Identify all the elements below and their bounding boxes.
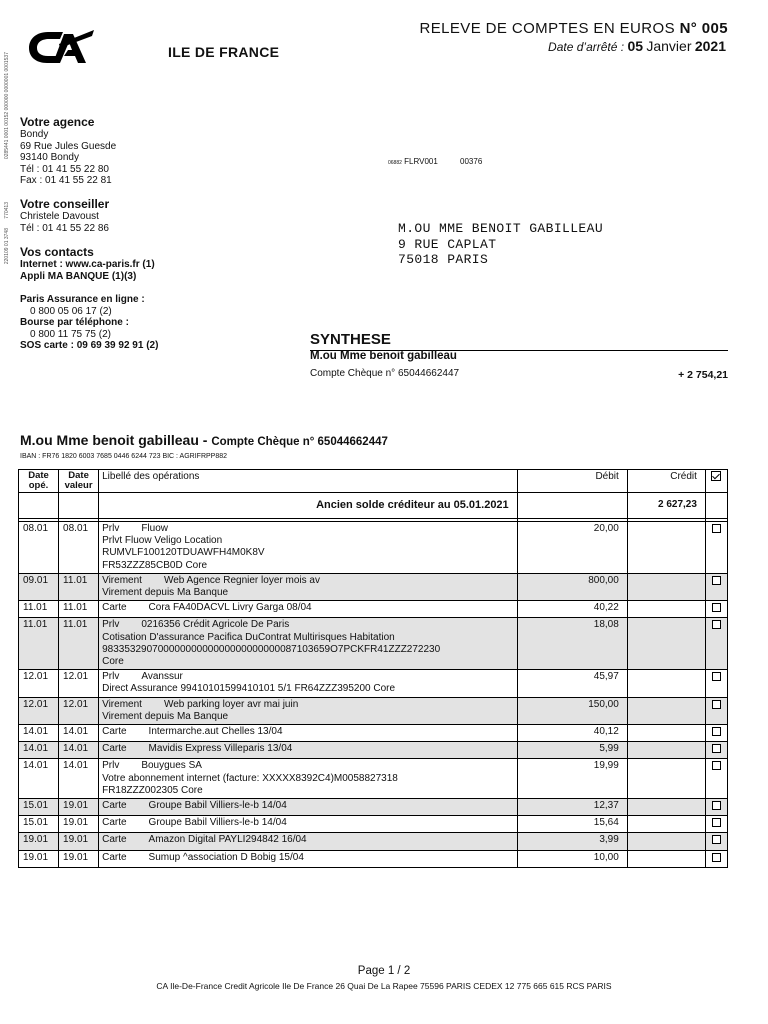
header-credit: Crédit — [627, 470, 705, 493]
operation-label — [99, 522, 518, 574]
table-row — [19, 850, 728, 867]
operation-detail: Cora FA40DACVL Livry Garga 08/04 — [148, 602, 312, 614]
check-cell — [705, 601, 727, 618]
header-check — [705, 470, 727, 493]
operation-label — [99, 601, 518, 618]
operation-label — [99, 725, 518, 742]
checkbox[interactable] — [712, 620, 721, 629]
operation-label — [99, 618, 518, 670]
debit-amount: 45,97 — [517, 670, 627, 697]
check-cell — [705, 759, 727, 799]
advisor-tel: Tél : 01 41 55 22 86 — [20, 222, 109, 234]
recipient-city: 75018 PARIS — [398, 252, 489, 267]
table-row — [19, 833, 728, 850]
check-cell — [705, 799, 727, 816]
check-cell — [705, 742, 727, 759]
credit-amount — [627, 601, 705, 618]
contacts-app: Appli MA BANQUE (1)(3) — [20, 270, 137, 282]
table-row — [19, 759, 728, 799]
check-cell — [705, 670, 727, 697]
date-operation: 14.01 — [19, 742, 59, 759]
account-heading: M.ou Mme benoit gabilleau - Compte Chèque n° 65044662447 — [20, 432, 388, 448]
margin-code: 0285441 0001 00152 000000 0000001 0001537 — [4, 52, 10, 160]
page-number: Page 1 / 2 — [357, 965, 411, 977]
operation-detail: Avanssur — [141, 671, 183, 683]
debit-amount: 800,00 — [517, 573, 627, 600]
debit-amount: 10,00 — [517, 850, 627, 867]
operation-label — [99, 850, 518, 867]
operation-detail: Votre abonnement internet (facture: XXXXX8392C4)M0058827318 — [102, 772, 398, 784]
date-valeur: 14.01 — [59, 742, 99, 759]
operation-detail: Web Agence Regnier loyer mois av — [163, 574, 320, 586]
table-row — [19, 816, 728, 833]
date-operation: 19.01 — [19, 833, 59, 850]
credit-amount — [627, 850, 705, 867]
agency-tel: Tél : 01 41 55 22 80 — [20, 163, 109, 175]
operation-type: Prlv — [102, 671, 120, 683]
header-libelle: Libellé des opérations — [99, 470, 518, 493]
operation-type: Virement — [102, 574, 142, 586]
operation-detail: Virement depuis Ma Banque — [102, 587, 229, 599]
operation-detail: Intermarche.aut Chelles 13/04 — [148, 726, 283, 738]
contacts-heading: Vos contacts — [20, 245, 94, 259]
synthese-owner: M.ou Mme benoit gabilleau — [310, 350, 457, 362]
table-row — [19, 618, 728, 670]
credit-amount — [627, 816, 705, 833]
checkbox[interactable] — [712, 603, 721, 612]
credit-amount — [627, 725, 705, 742]
operation-type: Virement — [102, 698, 142, 710]
debit-amount: 19,99 — [517, 759, 627, 799]
header-debit: Débit — [517, 470, 627, 493]
advisor-block — [20, 198, 109, 234]
credit-amount — [627, 833, 705, 850]
operation-label — [99, 697, 518, 724]
operation-detail: Cotisation D'assurance Pacifica DuContrat Multirisques Habitation — [102, 631, 395, 643]
date-operation: 09.01 — [19, 573, 59, 600]
checked-box-icon — [711, 471, 721, 481]
check-cell — [705, 697, 727, 724]
operation-detail: Amazon Digital PAYLI294842 16/04 — [148, 834, 307, 846]
operation-detail: Core — [102, 656, 124, 668]
date-valeur: 12.01 — [59, 697, 99, 724]
operation-detail: Virement depuis Ma Banque — [102, 710, 229, 722]
date-valeur: 14.01 — [59, 759, 99, 799]
debit-amount: 18,08 — [517, 618, 627, 670]
checkbox[interactable] — [712, 853, 721, 862]
operation-detail: Groupe Babil Villiers-le-b 14/04 — [148, 800, 287, 812]
date-operation: 14.01 — [19, 759, 59, 799]
agency-block — [20, 116, 116, 187]
credit-amount — [627, 697, 705, 724]
table-row — [19, 799, 728, 816]
table-row — [19, 522, 728, 574]
operation-type: Carte — [102, 800, 127, 812]
credit-amount — [627, 522, 705, 574]
contacts-bourse-label: Bourse par téléphone : — [20, 317, 129, 328]
check-cell — [705, 618, 727, 670]
table-row — [19, 742, 728, 759]
agency-street: 69 Rue Jules Guesde — [20, 140, 117, 152]
credit-amount — [627, 742, 705, 759]
check-cell — [705, 522, 727, 574]
recipient-street: 9 RUE CAPLAT — [398, 236, 497, 252]
check-cell — [705, 850, 727, 867]
operation-label — [99, 742, 518, 759]
table-row — [19, 601, 728, 618]
date-valeur: 19.01 — [59, 833, 99, 850]
margin-code: 220109 01 3748 — [4, 228, 10, 265]
operation-type: Prlv — [102, 760, 120, 772]
debit-amount: 15,64 — [517, 816, 627, 833]
opening-balance-amount: 2 627,23 — [627, 493, 705, 519]
debit-amount: 150,00 — [517, 697, 627, 724]
operation-type: Carte — [102, 602, 127, 614]
operation-type: Prlv — [102, 619, 120, 631]
operation-detail: Bouygues SA — [141, 760, 202, 772]
operation-type: Prlv — [102, 523, 120, 534]
statement-title: RELEVE DE COMPTES EN EUROS N° 005 — [419, 20, 728, 37]
checkbox[interactable] — [712, 727, 721, 736]
operation-type: Carte — [102, 834, 127, 846]
table-header — [19, 470, 728, 493]
table-row — [19, 697, 728, 724]
contacts-assurance-number: 0 800 05 06 17 (2) — [30, 305, 112, 317]
date-valeur: 08.01 — [59, 522, 99, 574]
operation-detail: Sumup ^association D Bobig 15/04 — [148, 851, 304, 863]
operation-detail: Fluow — [141, 523, 169, 534]
agency-name: Bondy — [20, 129, 49, 140]
operation-detail: 0216356 Crédit Agricole De Paris — [141, 619, 290, 631]
check-cell — [705, 833, 727, 850]
debit-amount: 12,37 — [517, 799, 627, 816]
agency-heading: Votre agence — [20, 115, 95, 129]
date-operation: 14.01 — [19, 725, 59, 742]
table-row — [19, 725, 728, 742]
operation-label — [99, 573, 518, 600]
check-cell — [705, 725, 727, 742]
operation-detail: Web parking loyer avr mai juin — [163, 698, 299, 710]
date-operation: 15.01 — [19, 816, 59, 833]
synthese-balance: + 2 754,21 — [678, 369, 728, 381]
operation-detail: Direct Assurance 99410101599410101 5/1 FR64ZZZ395200 Core — [102, 683, 396, 695]
operation-label — [99, 816, 518, 833]
date-operation: 19.01 — [19, 850, 59, 867]
operations-table — [18, 469, 728, 868]
synthese-title: SYNTHESE — [310, 331, 391, 348]
operation-detail: Mavidis Express Villeparis 13/04 — [148, 743, 293, 755]
check-cell — [705, 816, 727, 833]
date-valeur: 14.01 — [59, 725, 99, 742]
operation-type: Carte — [102, 851, 127, 863]
operation-label — [99, 759, 518, 799]
date-valeur: 19.01 — [59, 799, 99, 816]
recipient-name: M.OU MME BENOIT GABILLEAU — [398, 221, 604, 236]
operation-label — [99, 670, 518, 697]
contacts-block — [20, 246, 158, 352]
recipient-address — [398, 221, 603, 268]
credit-amount — [627, 618, 705, 670]
debit-amount: 20,00 — [517, 522, 627, 574]
opening-balance-label: Ancien solde créditeur au 05.01.2021 — [99, 493, 518, 519]
operation-label — [99, 833, 518, 850]
date-operation: 12.01 — [19, 670, 59, 697]
header-date-op: Date opé. — [19, 470, 59, 493]
checkbox[interactable] — [712, 761, 721, 770]
checkbox[interactable] — [712, 576, 721, 585]
date-operation: 15.01 — [19, 799, 59, 816]
debit-amount: 3,99 — [517, 833, 627, 850]
operation-detail: FR18ZZZ002305 Core — [102, 784, 203, 796]
contacts-assurance-label: Paris Assurance en ligne : — [20, 294, 145, 305]
date-operation: 11.01 — [19, 601, 59, 618]
debit-amount: 40,12 — [517, 725, 627, 742]
credit-agricole-logo — [26, 26, 96, 68]
checkbox[interactable] — [712, 744, 721, 753]
mail-code: 06882 FLRV001 00376 — [388, 157, 483, 166]
operation-detail: RUMVLF100120TDUAWFH4M0K8V — [102, 547, 265, 559]
header-date-valeur: Date valeur — [59, 470, 99, 493]
date-valeur: 19.01 — [59, 850, 99, 867]
date-operation: 08.01 — [19, 522, 59, 574]
date-valeur: 11.01 — [59, 573, 99, 600]
synthese-account: Compte Chèque n° 65044662447 — [310, 368, 460, 379]
date-valeur: 19.01 — [59, 816, 99, 833]
checkbox[interactable] — [712, 818, 721, 827]
checkbox[interactable] — [712, 524, 721, 533]
check-cell — [705, 573, 727, 600]
operation-detail: FR53ZZZ85CB0D Core — [102, 559, 208, 571]
debit-amount: 5,99 — [517, 742, 627, 759]
opening-balance-row — [19, 493, 728, 519]
agency-fax: Fax : 01 41 55 22 81 — [20, 175, 112, 186]
checkbox[interactable] — [712, 801, 721, 810]
checkbox[interactable] — [712, 700, 721, 709]
credit-amount — [627, 759, 705, 799]
credit-amount — [627, 799, 705, 816]
date-operation: 11.01 — [19, 618, 59, 670]
operation-type: Carte — [102, 817, 127, 829]
debit-amount: 40,22 — [517, 601, 627, 618]
operation-detail: Groupe Babil Villiers-le-b 14/04 — [148, 817, 287, 829]
credit-amount — [627, 670, 705, 697]
table-row — [19, 670, 728, 697]
checkbox[interactable] — [712, 672, 721, 681]
operation-type: Carte — [102, 743, 127, 755]
margin-code: 770413 — [4, 202, 10, 219]
statement-date: Date d’arrêté : 05 Janvier 2021 — [548, 38, 726, 54]
advisor-heading: Votre conseiller — [20, 197, 110, 211]
legal-footer: CA Ile-De-France Credit Agricole Ile De France 26 Quai De La Rapee 75596 PARIS CEDEX 12 775 665 615 RCS PARIS — [156, 981, 612, 991]
operation-type: Carte — [102, 726, 127, 738]
date-operation: 12.01 — [19, 697, 59, 724]
date-valeur: 11.01 — [59, 618, 99, 670]
date-valeur: 11.01 — [59, 601, 99, 618]
bank-region: ILE DE FRANCE — [168, 44, 280, 60]
contacts-sos: SOS carte : 09 69 39 92 91 (2) — [20, 340, 159, 351]
contacts-bourse-number: 0 800 11 75 75 (2) — [30, 328, 111, 340]
agency-city: 93140 Bondy — [20, 152, 79, 163]
operation-detail: 98335329070000000000000000000000087103659O7PCKFR41ZZZ272230 — [102, 643, 441, 655]
table-row — [19, 573, 728, 600]
contacts-internet: Internet : www.ca-paris.fr (1) — [20, 259, 155, 270]
checkbox[interactable] — [712, 835, 721, 844]
operation-label — [99, 799, 518, 816]
advisor-name: Christele Davoust — [20, 211, 99, 222]
operation-detail: Prlvt Fluow Veligo Location — [102, 535, 223, 547]
iban-bic: IBAN : FR76 1820 6003 7685 0446 6244 723 BIC : AGRIFRPP882 — [20, 453, 228, 460]
credit-amount — [627, 573, 705, 600]
date-valeur: 12.01 — [59, 670, 99, 697]
